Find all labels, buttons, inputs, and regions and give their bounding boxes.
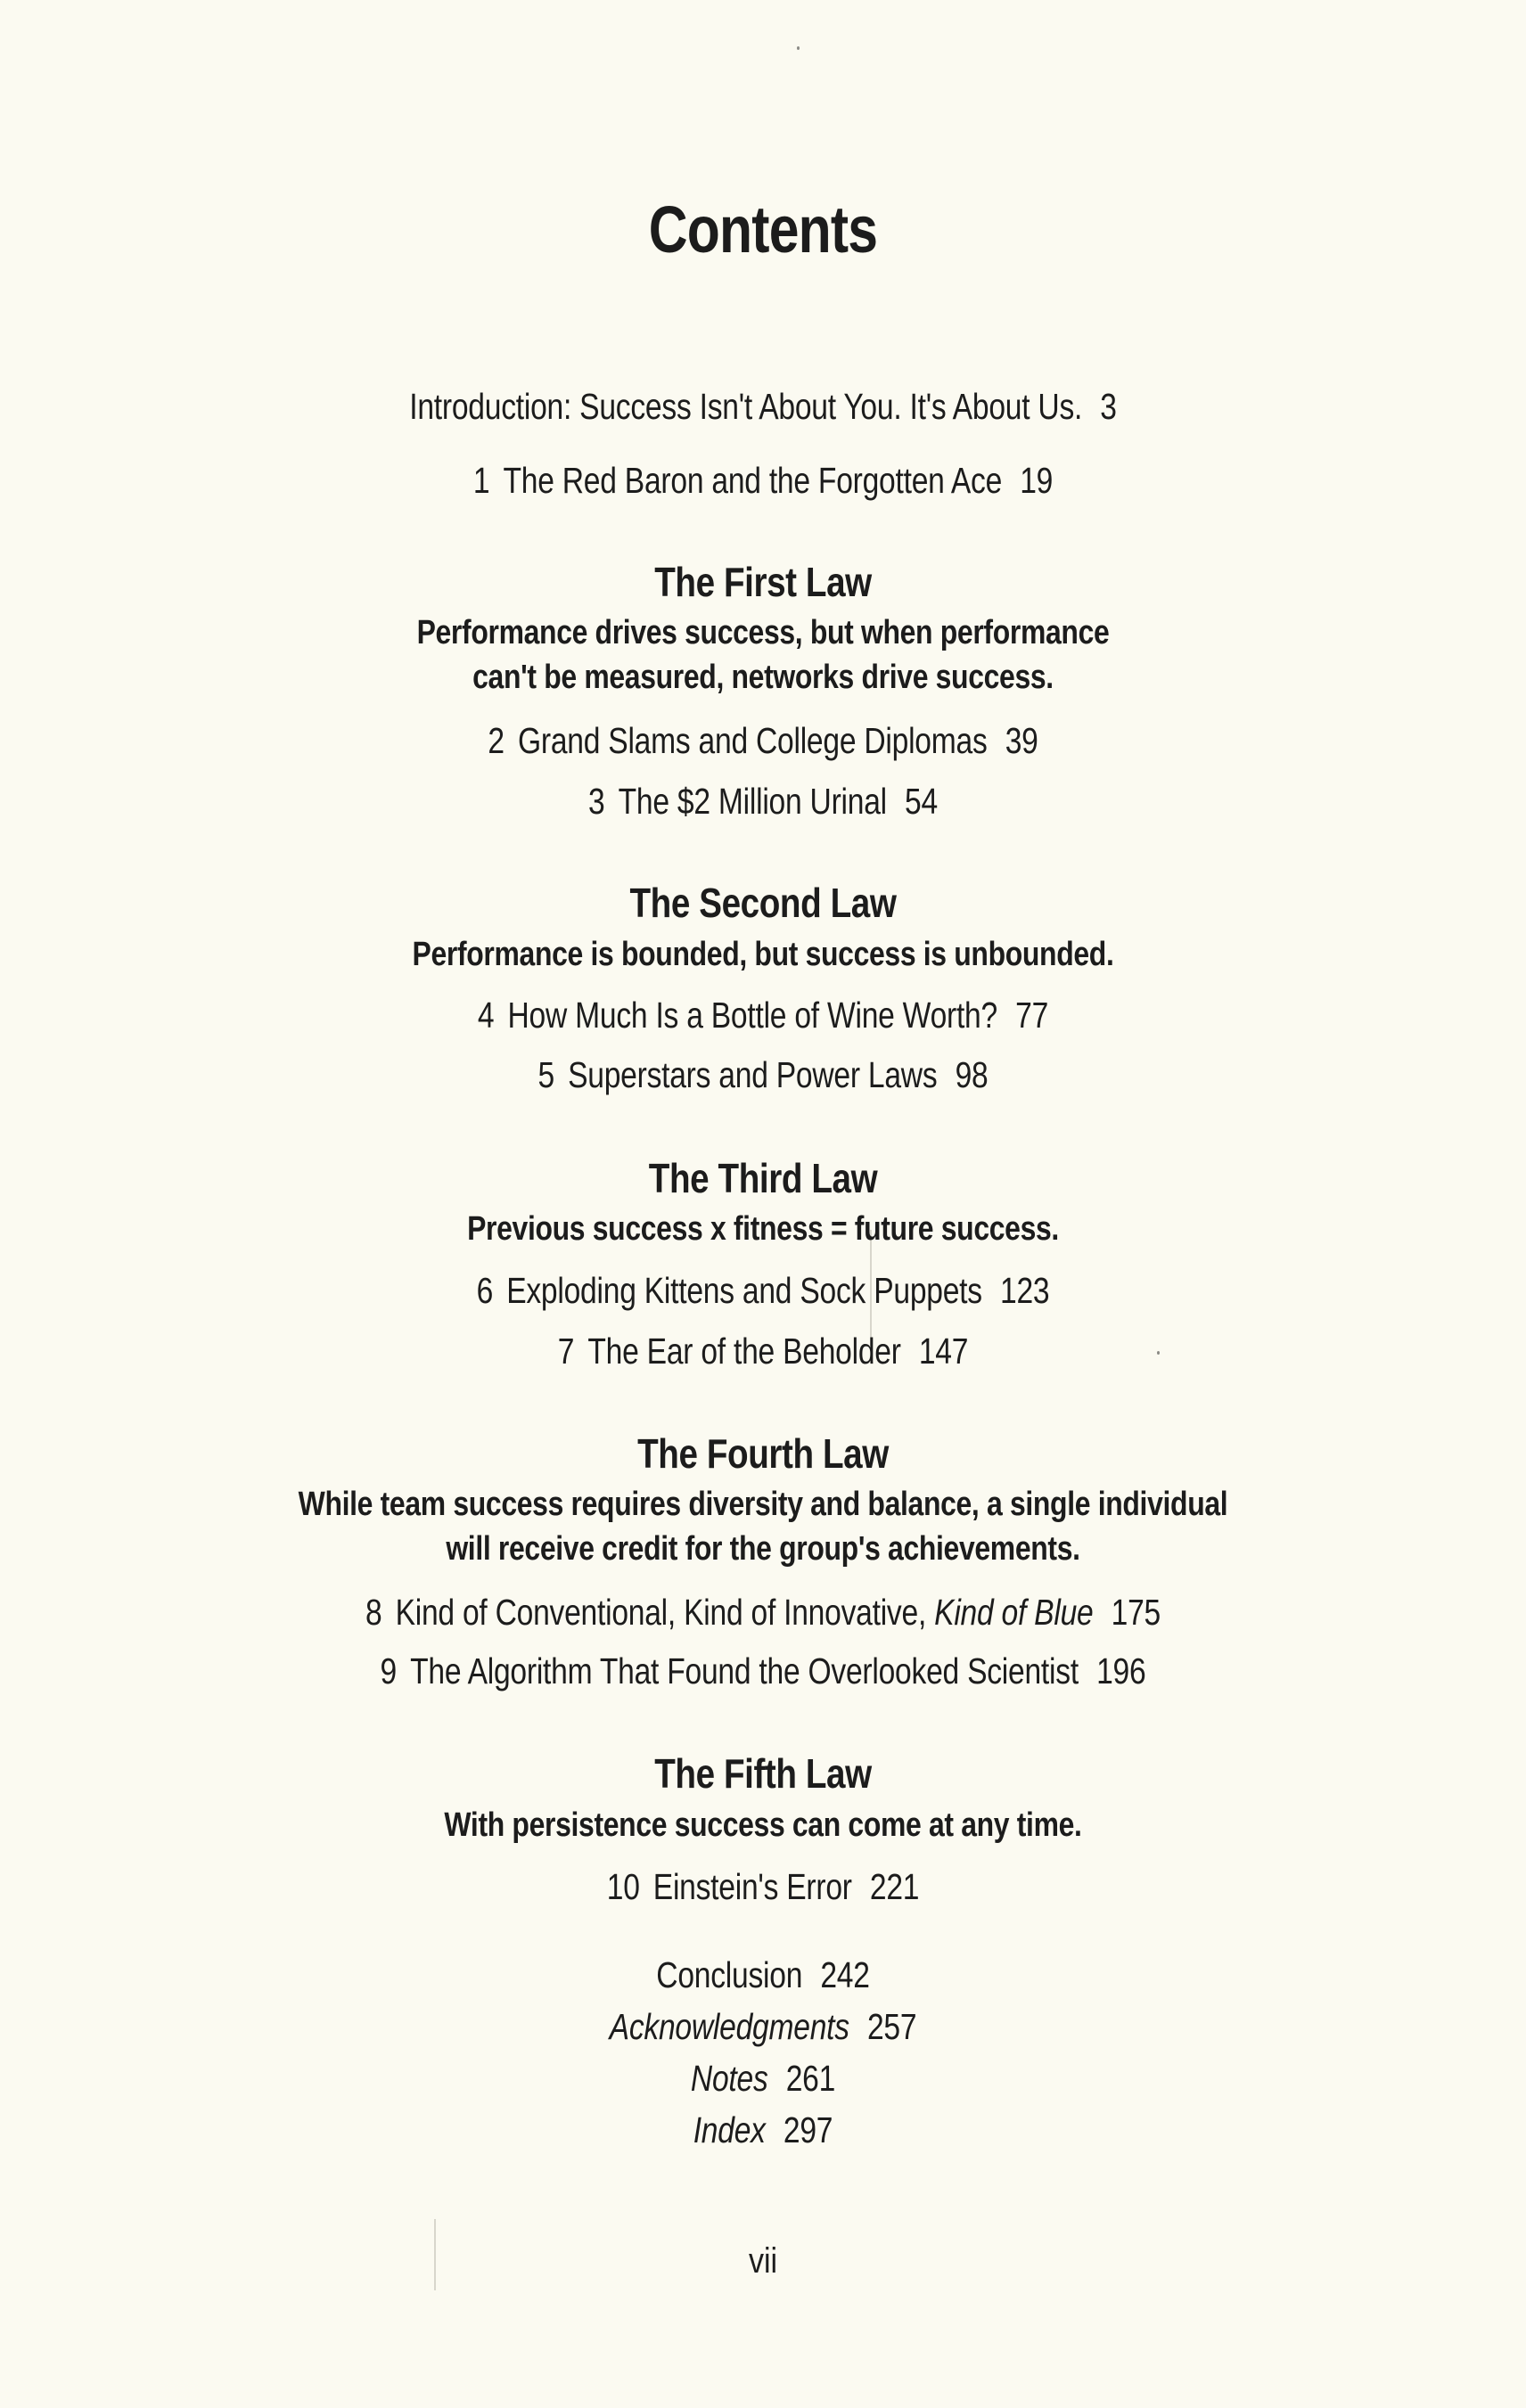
toc-entry-page: 175	[1111, 1592, 1161, 1633]
chapter-number: 2	[488, 720, 505, 761]
toc-entry-chapter-2	[137, 720, 1389, 762]
chapter-number: 5	[537, 1054, 554, 1095]
law-description-line: While team success requires diversity and balance, a single individual	[298, 1486, 1228, 1523]
law-description-line: Performance is bounded, but success is unbounded.	[412, 936, 1114, 973]
toc-entry-page: 257	[866, 2006, 917, 2047]
toc-entry-page: 39	[1005, 720, 1038, 761]
chapter-number: 8	[365, 1592, 382, 1633]
page-title: Contents	[648, 192, 878, 266]
toc-entry-page: 77	[1015, 995, 1049, 1036]
toc-entry-page: 261	[785, 2058, 836, 2099]
chapter-number: 7	[557, 1331, 575, 1372]
page-number: vii	[748, 2241, 778, 2281]
toc-entry-label: How Much Is a Bottle of Wine Worth?	[507, 995, 997, 1036]
toc-entry-page: 19	[1020, 460, 1054, 501]
chapter-number: 6	[476, 1270, 494, 1311]
chapter-number: 10	[606, 1866, 640, 1907]
law-description-line: With persistence success can come at any time.	[444, 1806, 1082, 1844]
toc-entry-page: 242	[820, 1954, 870, 1995]
toc-entry-label: Superstars and Power Laws	[568, 1054, 938, 1095]
toc-entry-conclusion	[137, 1954, 1389, 1996]
toc-entry-page: 3	[1100, 386, 1117, 427]
toc-entry-label: Acknowledgments	[609, 2006, 849, 2047]
toc-entry-index	[137, 2109, 1389, 2151]
law-title-first: The First Law	[654, 559, 872, 605]
toc-entry-introduction	[137, 386, 1389, 428]
toc-entry-label: Introduction: Success Isn't About You. It's About Us.	[409, 386, 1083, 427]
toc-entry-chapter-7	[137, 1331, 1389, 1372]
toc-entry-page: 54	[905, 781, 938, 822]
toc-entry-notes	[137, 2058, 1389, 2100]
toc-entry-page: 221	[869, 1866, 920, 1907]
law-title-second: The Second Law	[629, 880, 897, 926]
toc-entry-chapter-10	[137, 1866, 1389, 1908]
toc-entry-label: Kind of Conventional, Kind of Innovative,	[395, 1592, 927, 1633]
toc-entry-chapter-6	[137, 1270, 1389, 1312]
toc-entry-chapter-9	[137, 1650, 1389, 1692]
toc-entry-label: Einstein's Error	[652, 1866, 852, 1907]
toc-entry-label: Exploding Kittens and Sock Puppets	[506, 1270, 982, 1311]
toc-entry-page: 196	[1096, 1650, 1146, 1691]
toc-entry-chapter-3	[137, 781, 1389, 823]
law-description-line: Previous success x fitness = future success.	[467, 1210, 1059, 1248]
toc-entry-chapter-8	[137, 1592, 1389, 1634]
toc-entry-label: Conclusion	[656, 1954, 803, 1995]
toc-entry-label: Notes	[690, 2058, 768, 2099]
toc-entry-chapter-1	[137, 460, 1389, 502]
law-title-fifth: The Fifth Law	[654, 1750, 872, 1797]
toc-entry-page: 98	[955, 1054, 989, 1095]
toc-entry-chapter-4	[137, 995, 1389, 1036]
toc-entry-label: Grand Slams and College Diplomas	[517, 720, 988, 761]
toc-entry-label: The $2 Million Urinal	[618, 781, 887, 822]
chapter-number: 3	[588, 781, 605, 822]
toc-entry-page: 123	[1000, 1270, 1050, 1311]
law-description-line: will receive credit for the group's achievements.	[446, 1530, 1080, 1568]
law-title-fourth: The Fourth Law	[637, 1430, 889, 1477]
toc-entry-chapter-5	[137, 1054, 1389, 1096]
law-description-line: Performance drives success, but when performance	[416, 614, 1110, 651]
chapter-number: 1	[472, 460, 490, 501]
toc-entry-label: Index	[693, 2109, 766, 2150]
toc-entry-label: The Algorithm That Found the Overlooked Scientist	[410, 1650, 1079, 1691]
toc-entry-page: 147	[918, 1331, 969, 1372]
chapter-number: 9	[380, 1650, 398, 1691]
law-description-line: can't be measured, networks drive success.	[472, 659, 1054, 696]
chapter-number: 4	[477, 995, 495, 1036]
paper-speck	[797, 46, 800, 50]
toc-entry-page: 297	[783, 2109, 833, 2150]
toc-entry-label: The Red Baron and the Forgotten Ace	[503, 460, 1003, 501]
toc-entry-label: The Ear of the Beholder	[587, 1331, 901, 1372]
toc-entry-label-italic: Kind of Blue	[934, 1592, 1094, 1633]
toc-entry-acknowledgments	[137, 2006, 1389, 2048]
law-title-third: The Third Law	[648, 1155, 878, 1201]
